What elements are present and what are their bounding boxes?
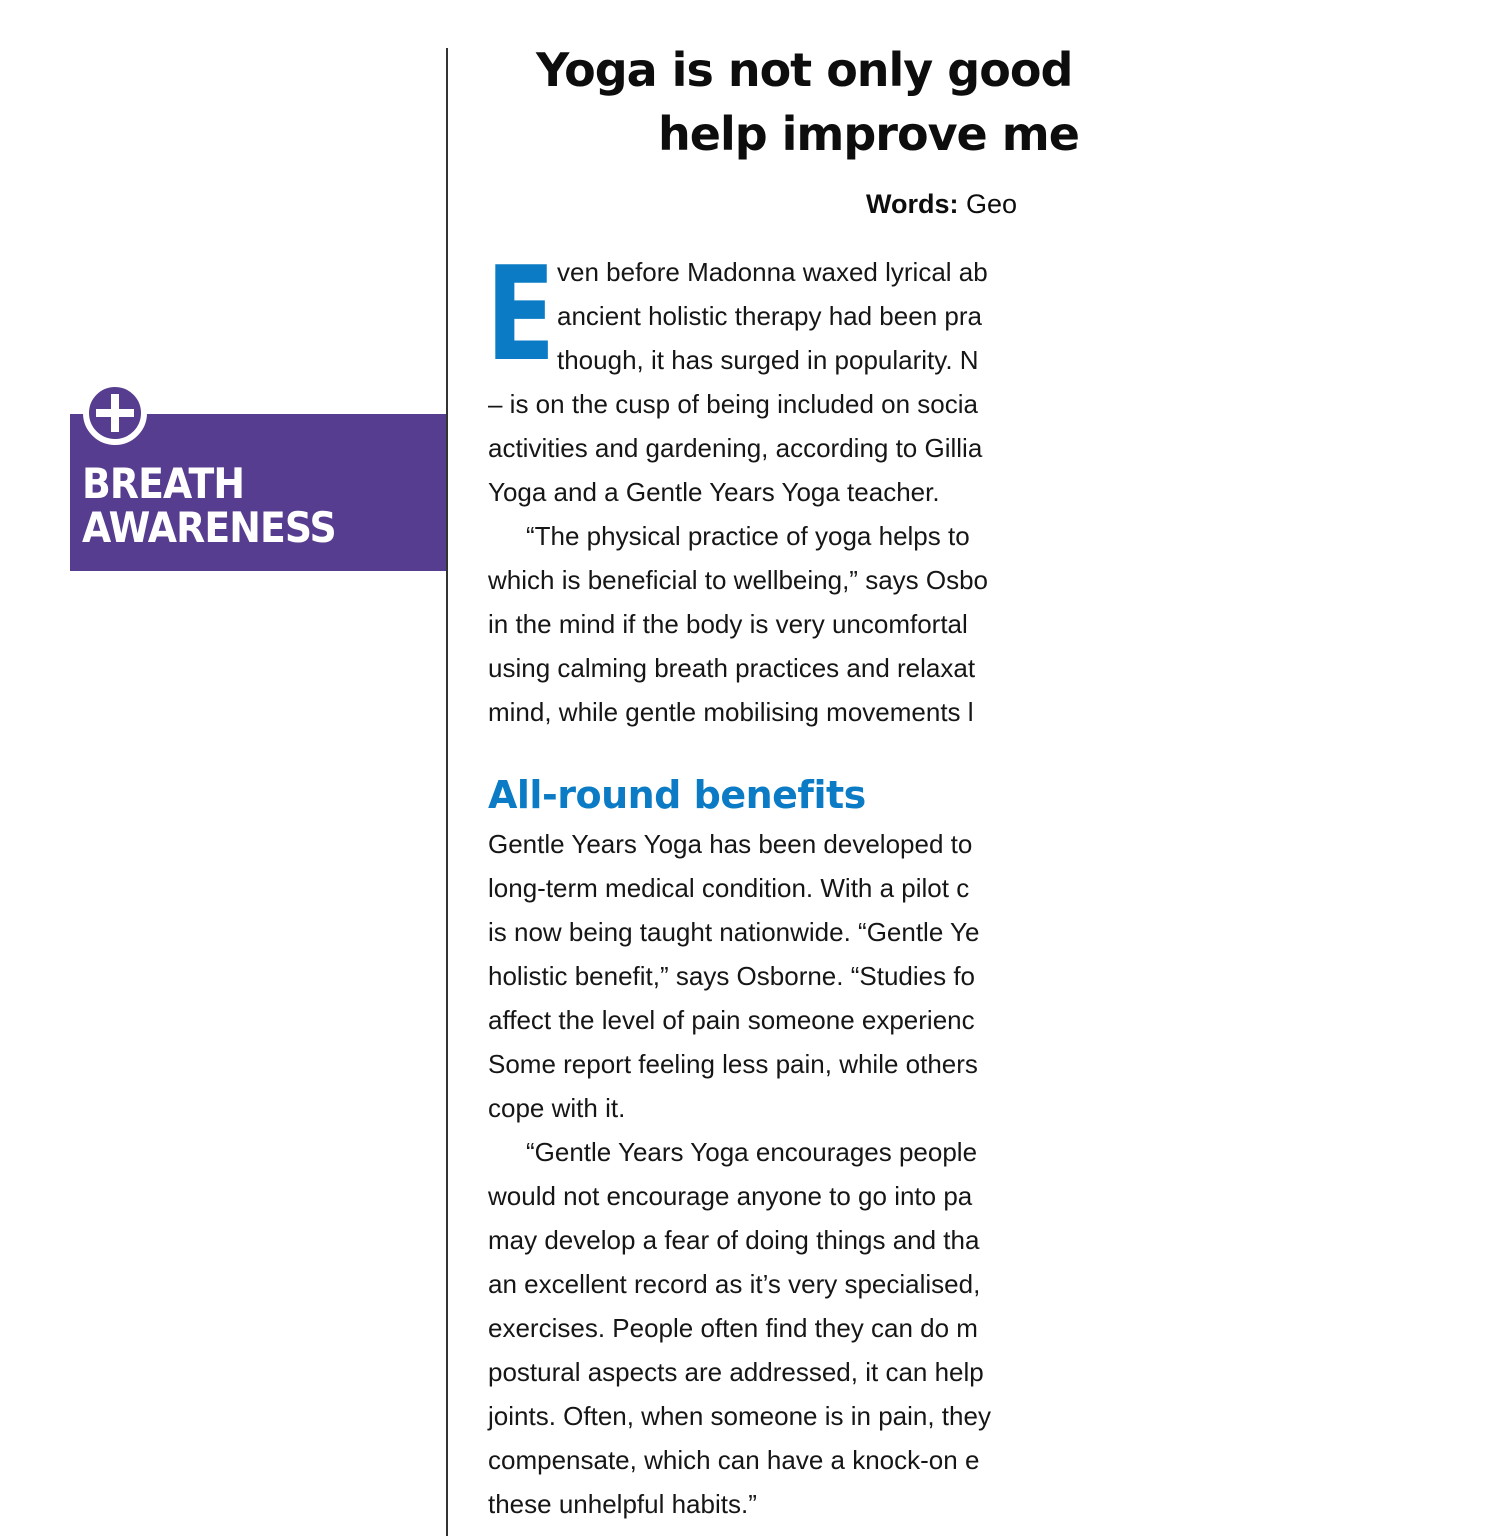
text-line: activities and gardening, according to Gillia	[488, 433, 983, 463]
intro-paragraphs	[486, 238, 1488, 734]
text-line: these unhelpful habits.”	[488, 1489, 757, 1519]
text-line: mind, while gentle mobilising movements l	[488, 697, 974, 727]
text-line: using calming breath practices and relaxat	[488, 653, 976, 683]
text-line: cope with it.	[488, 1093, 626, 1123]
byline-label: Words:	[866, 189, 959, 219]
text-line: joints. Often, when someone is in pain, they	[488, 1401, 991, 1431]
sidebar-title-line-2: AWARENESS	[82, 503, 336, 552]
text-line: is now being taught nationwide. “Gentle Ye	[488, 917, 980, 947]
text-line: Some report feeling less pain, while others	[488, 1049, 978, 1079]
text-line: holistic benefit,” says Osborne. “Studies fo	[488, 961, 976, 991]
sidebar-title	[82, 459, 336, 552]
text-line: affect the level of pain someone experienc	[488, 1005, 975, 1035]
plus-circle-icon	[82, 380, 148, 446]
text-line: ven before Madonna waxed lyrical ab	[557, 257, 988, 287]
text-line: which is beneficial to wellbeing,” says Osbo	[488, 565, 989, 595]
text-line: exercises. People often find they can do m	[488, 1313, 978, 1343]
text-line: compensate, which can have a knock-on e	[488, 1445, 980, 1475]
text-line: Gentle Years Yoga has been developed to	[488, 829, 973, 859]
text-line: ancient holistic therapy had been pra	[557, 301, 982, 331]
article-headline	[488, 38, 1488, 166]
headline-line-2: help improve me	[658, 107, 1079, 161]
text-line: may develop a fear of doing things and tha	[488, 1225, 980, 1255]
text-line: postural aspects are addressed, it can help	[488, 1357, 984, 1387]
article-column	[486, 0, 1079, 1536]
text-line: – is on the cusp of being included on socia	[488, 389, 979, 419]
text-line: though, it has surged in popularity. N	[557, 345, 979, 375]
section-subhead: All-round benefits	[488, 773, 866, 817]
drop-cap: E	[486, 238, 556, 390]
byline-name: Geo	[966, 189, 1018, 219]
text-line: “Gentle Years Yoga encourages people	[526, 1137, 978, 1167]
text-line: an excellent record as it’s very specialised,	[488, 1269, 981, 1299]
text-line: “The physical practice of yoga helps to	[526, 521, 970, 551]
section-paragraphs	[488, 822, 1488, 1526]
text-line: Yoga and a Gentle Years Yoga teacher.	[488, 477, 940, 507]
byline	[866, 186, 1017, 222]
text-line: would not encourage anyone to go into pa	[488, 1181, 973, 1211]
text-line: in the mind if the body is very uncomfortal	[488, 609, 968, 639]
column-divider	[446, 48, 448, 1536]
headline-line-1: Yoga is not only good	[536, 43, 1073, 97]
sidebar-title-line-1: BREATH	[82, 459, 245, 508]
text-line: long-term medical condition. With a pilot c	[488, 873, 970, 903]
